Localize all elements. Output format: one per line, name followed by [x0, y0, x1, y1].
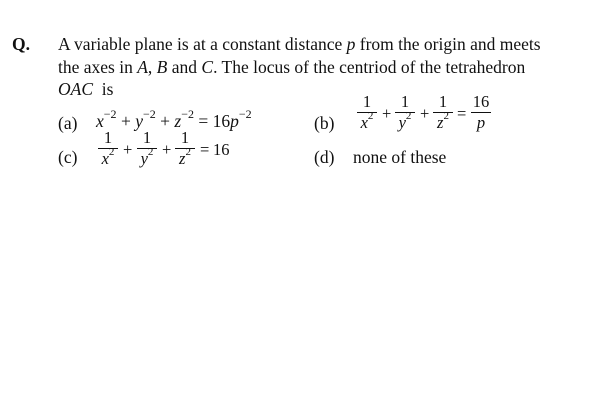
- fraction-1-over-x2: 1 $x^2$: [356, 92, 378, 133]
- fraction-1-over-y2: 1 $y^2$: [394, 92, 416, 133]
- fraction-1-over-x2: 1 $x^2$: [97, 128, 119, 169]
- question-line-3: OAC is: [58, 79, 114, 99]
- fraction-1-over-z2: 1 $z^2$: [432, 92, 454, 133]
- question-line-2: the axes in A, B and C. The locus of the centriod of the tetrahedron: [58, 57, 526, 77]
- option-b-label: (b): [314, 113, 335, 133]
- fraction-16-over-p: 16 p: [472, 92, 490, 132]
- option-d-label: (d): [314, 147, 335, 167]
- fraction-1-over-z2: 1 $z^2$: [174, 128, 196, 169]
- question-line-1: A variable plane is at a constant distance p from the origin and meets: [58, 34, 541, 54]
- option-a-expression: $x^{-2} + y^{-2} + z^{-2} = 16p^{-2}$: [96, 107, 252, 131]
- option-a-label: (a): [58, 113, 78, 133]
- question-number: Q.: [12, 34, 30, 54]
- option-c-label: (c): [58, 147, 78, 167]
- fraction-1-over-y2: 1 $y^2$: [136, 128, 158, 169]
- option-d-text: none of these: [353, 147, 447, 167]
